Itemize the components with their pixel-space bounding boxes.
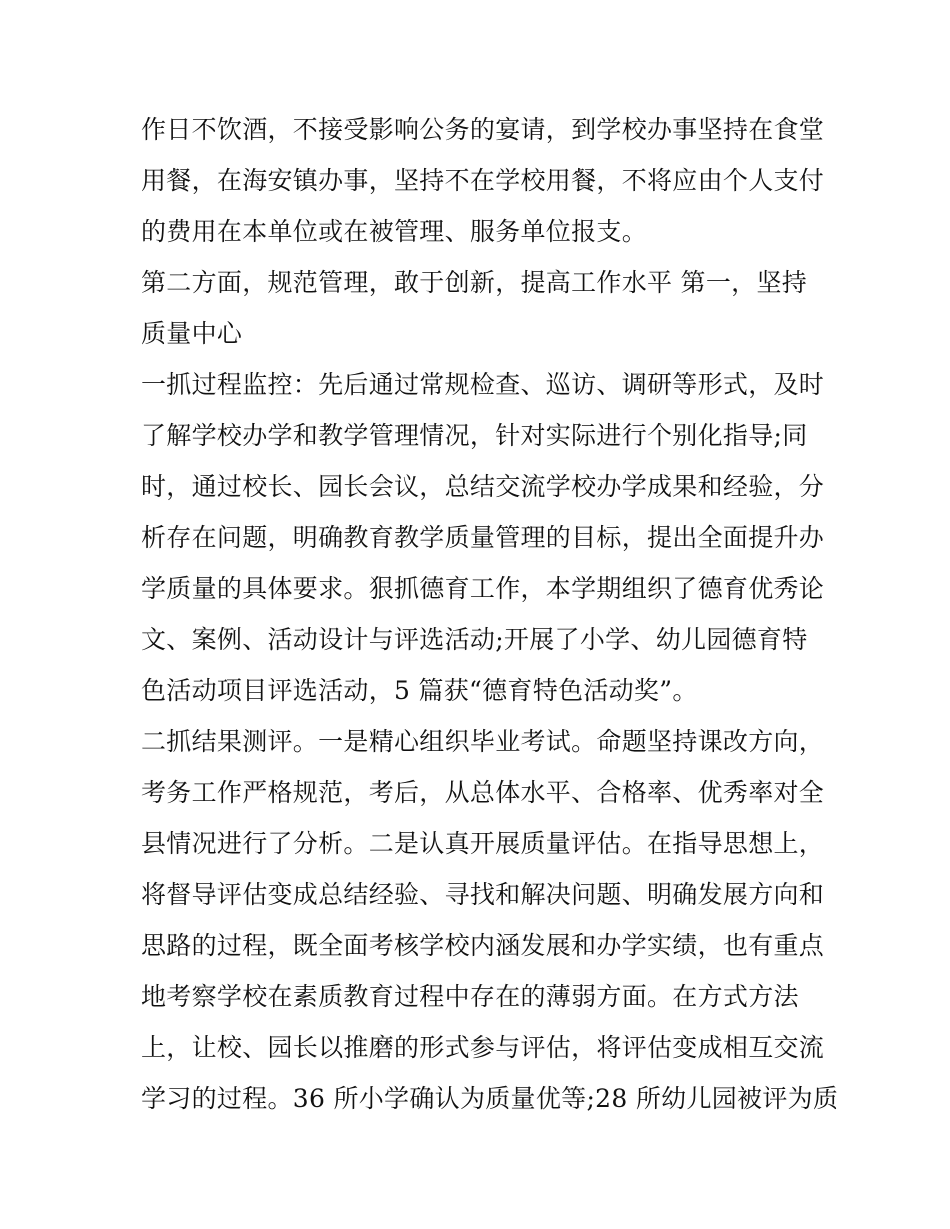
text-line: 文、案例、活动设计与评选活动;开展了小学、幼儿园德育特 bbox=[141, 625, 808, 654]
text-line: 将督导评估变成总结经验、寻找和解决问题、明确发展方向和 bbox=[141, 880, 825, 909]
text-line: 用餐，在海安镇办事，坚持不在学校用餐，不将应由个人支付 bbox=[141, 166, 825, 195]
text-line: 学习的过程。36 所小学确认为质量优等;28 所幼儿园被评为质 bbox=[141, 1084, 839, 1113]
text-line: 析存在问题，明确教育教学质量管理的目标，提出全面提升办 bbox=[141, 523, 825, 552]
text-line: 色活动项目评选活动，5 篇获“德育特色活动奖”。 bbox=[141, 676, 698, 705]
text-line: 作日不饮酒，不接受影响公务的宴请，到学校办事坚持在食堂 bbox=[141, 115, 825, 144]
text-line: 上，让校、园长以推磨的形式参与评估，将评估变成相互交流 bbox=[141, 1033, 825, 1062]
text-line: 时，通过校长、园长会议，总结交流学校办学成果和经验，分 bbox=[141, 472, 825, 501]
section-heading-line: 第二方面，规范管理，敢于创新，提高工作水平 第一，坚持 bbox=[141, 268, 808, 297]
text-line: 的费用在本单位或在被管理、服务单位报支。 bbox=[141, 217, 648, 246]
text-line: 一抓过程监控：先后通过常规检查、巡访、调研等形式，及时 bbox=[141, 370, 825, 399]
text-line: 县情况进行了分析。二是认真开展质量评估。在指导思想上， bbox=[141, 829, 825, 858]
text-line: 地考察学校在素质教育过程中存在的薄弱方面。在方式方法 bbox=[141, 982, 799, 1011]
text-line: 思路的过程，既全面考核学校内涵发展和办学实绩，也有重点 bbox=[141, 931, 825, 960]
section-heading-line: 质量中心 bbox=[141, 319, 243, 348]
body-text bbox=[141, 104, 839, 1124]
text-line: 考务工作严格规范，考后，从总体水平、合格率、优秀率对全 bbox=[141, 778, 825, 807]
text-line: 了解学校办学和教学管理情况，针对实际进行个别化指导;同 bbox=[141, 421, 808, 450]
text-line: 二抓结果测评。一是精心组织毕业考试。命题坚持课改方向， bbox=[141, 727, 825, 756]
text-line: 学质量的具体要求。狠抓德育工作，本学期组织了德育优秀论 bbox=[141, 574, 825, 603]
